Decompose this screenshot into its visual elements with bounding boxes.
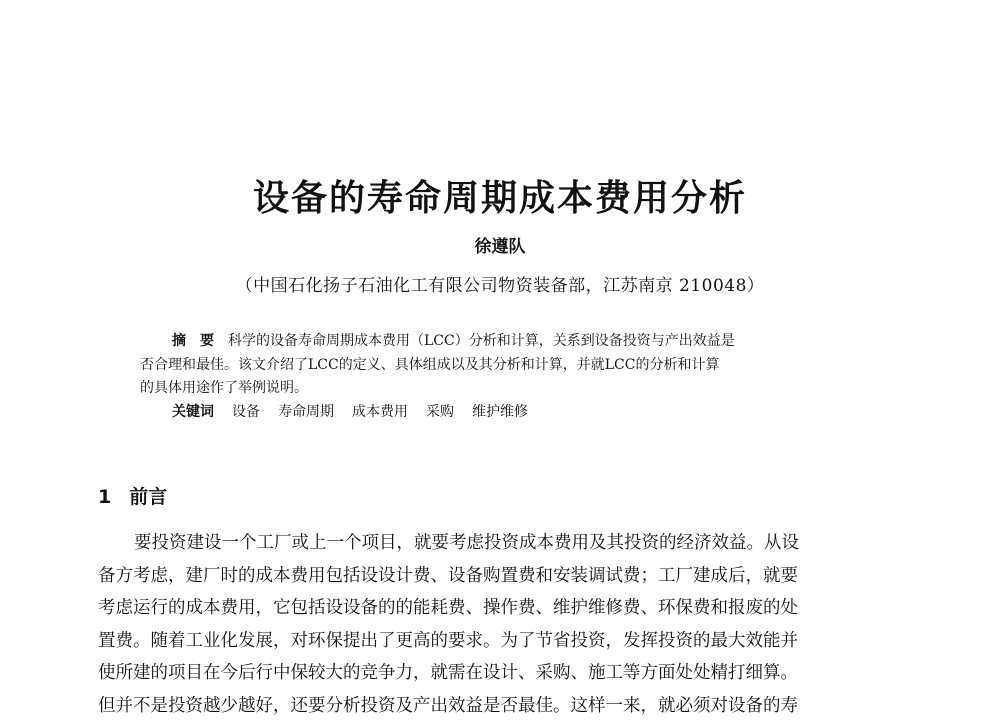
body-line: 考虑运行的成本费用，它包括设设备的的能耗费、操作费、维护维修费、环保费和报废的处 <box>98 592 904 625</box>
abstract-label: 摘 要 <box>172 333 214 349</box>
body-paragraph <box>98 527 904 722</box>
keyword: 设备 <box>232 404 260 420</box>
abstract-block <box>140 330 862 424</box>
keyword: 维护维修 <box>472 404 528 420</box>
body-line: 使所建的项目在今后行中保较大的竞争力，就需在设计、采购、施工等方面处处精打细算。 <box>98 657 904 690</box>
keyword: 采购 <box>426 404 454 420</box>
body-line: 备方考虑，建厂时的成本费用包括设设计费、设备购置费和安装调试费；工厂建成后，就要 <box>98 560 904 593</box>
keyword: 成本费用 <box>352 404 408 420</box>
author-name: 徐遵队 <box>0 232 1000 257</box>
abstract-line: 摘 要 科学的设备寿命周期成本费用（LCC）分析和计算，关系到设备投资与产出效益是 <box>140 330 862 354</box>
paper-title: 设备的寿命周期成本费用分析 <box>0 170 1000 221</box>
section-title: 前言 <box>129 486 167 508</box>
body-line: 置费。随着工业化发展，对环保提出了更高的要求。为了节省投资，发挥投资的最大效能并 <box>98 625 904 658</box>
keyword: 寿命周期 <box>278 404 334 420</box>
keywords-row <box>140 401 862 425</box>
body-line: 但并不是投资越少越好，还要分析投资及产出效益是否最佳。这样一来，就必须对设备的寿 <box>98 690 904 722</box>
section-heading <box>98 482 167 509</box>
abstract-line: 否合理和最佳。该文介绍了LCC的定义、具体组成以及其分析和计算，并就LCC的分析和计算 <box>140 354 862 378</box>
body-line: 要投资建设一个工厂或上一个项目，就要考虑投资成本费用及其投资的经济效益。从设 <box>98 527 904 560</box>
abstract-line: 的具体用途作了举例说明。 <box>140 377 862 401</box>
keywords-label: 关键词 <box>172 404 214 420</box>
section-number: 1 <box>98 486 111 508</box>
author-affiliation: （中国石化扬子石油化工有限公司物资装备部，江苏南京 210048） <box>0 271 1000 296</box>
